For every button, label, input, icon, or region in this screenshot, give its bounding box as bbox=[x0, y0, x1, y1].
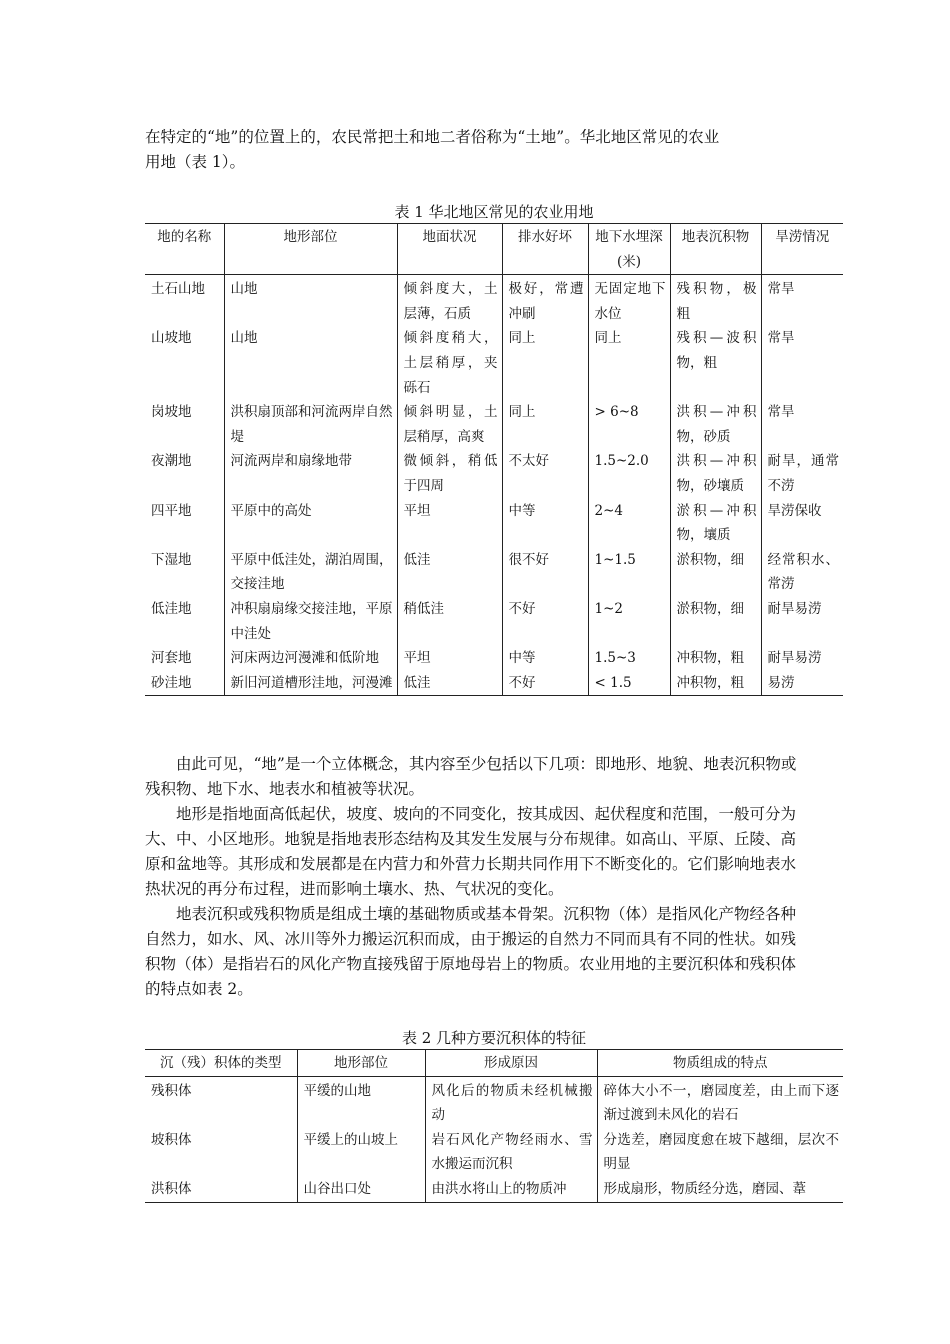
table-cell: 残积—波积物，粗 bbox=[670, 326, 761, 400]
table-row bbox=[145, 548, 843, 597]
table-cell: 旱涝保收 bbox=[761, 499, 843, 548]
table1-header-cell: 地下水埋深(米) bbox=[588, 224, 670, 275]
table1-caption: 表 1 华北地区常见的农业用地 bbox=[394, 203, 594, 221]
table-cell: 形成扇形，物质经分选，磨园、葦 bbox=[597, 1177, 843, 1202]
table-cell: 由洪水将山上的物质冲 bbox=[425, 1177, 597, 1202]
table-row bbox=[145, 449, 843, 498]
table2-header-cell: 物质组成的特点 bbox=[597, 1050, 843, 1077]
table2-header-cell: 沉（残）积体的类型 bbox=[145, 1050, 297, 1077]
table-cell: 冲积物，粗 bbox=[670, 646, 761, 671]
table-cell: 四平地 bbox=[151, 502, 192, 519]
table-cell: 易涝 bbox=[761, 671, 843, 696]
table-cell: 河套地 bbox=[151, 650, 192, 667]
table-row bbox=[145, 597, 843, 646]
table-cell: 很不好 bbox=[502, 548, 588, 597]
table-cell: 中等 bbox=[502, 499, 588, 548]
table-cell: 夜潮地 bbox=[151, 453, 192, 470]
table-cell: 洪积—冲积物，砂壤质 bbox=[670, 449, 761, 498]
table-cell: 不太好 bbox=[502, 449, 588, 498]
table-cell: 残积体 bbox=[151, 1082, 192, 1099]
table-cell: 无固定地下水位 bbox=[588, 275, 670, 327]
table1-header-cell: 旱涝情况 bbox=[761, 224, 843, 275]
table-cell: 1.5~2.0 bbox=[588, 449, 670, 498]
table-row bbox=[145, 1177, 843, 1202]
body-paragraph: 地表沉积或残积物质是组成土壤的基础物质或基本骨架。沉积物（体）是指风化产物经各种自然力，如水、风、冰川等外力搬运沉积而成，由于搬运的自然力不同而具有不同的性状。如残积物（体）是指岩石的风化产物直接残留于原地母岩上的物质。农业用地的主要沉积体和残积体的特点如表 2。 bbox=[145, 905, 797, 998]
body-paragraph: 地形是指地面高低起伏，坡度、坡向的不同变化，按其成因、起伏程度和范围，一般可分为大、中、小区地形。地貌是指地表形态结构及其发生发展与分布规律。如高山、平原、丘陵、高原和盆地等。其形成和发展都是在内营力和外营力长期共同作用下不断变化的。它们影响地表水热状况的再分布过程，进而影响土壤水、热、气状况的变化。 bbox=[145, 805, 797, 898]
table-cell: 1.5~3 bbox=[588, 646, 670, 671]
table-cell: 不好 bbox=[502, 597, 588, 646]
table-cell: 低洼 bbox=[397, 548, 502, 597]
table1-header-cell: 地面状况 bbox=[397, 224, 502, 275]
table1-header-cell: 地表沉积物 bbox=[670, 224, 761, 275]
table-cell: 冲积物，粗 bbox=[670, 671, 761, 696]
table-cell: 极好，常遭冲刷 bbox=[502, 275, 588, 327]
table2-caption: 表 2 几种方要沉积体的特征 bbox=[401, 1029, 587, 1047]
table-cell: 洪积扇顶部和河流两岸自然堤 bbox=[224, 400, 397, 449]
table-cell: 低洼地 bbox=[151, 600, 192, 617]
table2-header-cell: 地形部位 bbox=[297, 1050, 425, 1077]
table-cell: 耐旱，通常不涝 bbox=[761, 449, 843, 498]
table-cell: 砂洼地 bbox=[151, 674, 192, 691]
table-cell: 山地 bbox=[224, 275, 397, 327]
body-text bbox=[145, 752, 808, 1002]
table-cell: 岗坡地 bbox=[151, 404, 192, 421]
table-cell: 常旱 bbox=[761, 326, 843, 400]
table-cell: 同上 bbox=[502, 400, 588, 449]
table1-header-cell: 地形部位 bbox=[224, 224, 397, 275]
table-cell: 耐旱易涝 bbox=[761, 597, 843, 646]
table-cell: 中等 bbox=[502, 646, 588, 671]
table-cell: 同上 bbox=[588, 326, 670, 400]
table-cell: 经常积水、常涝 bbox=[761, 548, 843, 597]
table-cell: < 1.5 bbox=[588, 671, 670, 696]
intro-line: 用地（表 1）。 bbox=[145, 153, 246, 171]
table-cell: 新旧河道槽形洼地，河漫滩 bbox=[224, 671, 397, 696]
table2-header-row bbox=[145, 1050, 843, 1077]
intro-line: 在特定的“地”的位置上的，农民常把土和地二者俗称为“土地”。华北地区常见的农业 bbox=[145, 128, 720, 146]
table-cell: 淤积—冲积物，壤质 bbox=[670, 499, 761, 548]
table2-deposit-features bbox=[145, 1049, 843, 1203]
table-cell: 常旱 bbox=[761, 400, 843, 449]
table1-header-cell: 地的名称 bbox=[145, 224, 224, 275]
table-cell: 冲积扇扇缘交接洼地，平原中洼处 bbox=[224, 597, 397, 646]
table-row bbox=[145, 1128, 843, 1177]
table-cell: 洪积体 bbox=[151, 1180, 192, 1197]
table1-header-row bbox=[145, 224, 843, 275]
table-row bbox=[145, 499, 843, 548]
table-row bbox=[145, 646, 843, 671]
table-cell: 1~1.5 bbox=[588, 548, 670, 597]
table1-header-cell: 排水好坏 bbox=[502, 224, 588, 275]
table-cell: 风化后的物质未经机械搬动 bbox=[425, 1076, 597, 1128]
table-cell: 平坦 bbox=[397, 646, 502, 671]
table-cell: 低洼 bbox=[397, 671, 502, 696]
table-cell: 岩石风化产物经雨水、雪水搬运而沉积 bbox=[425, 1128, 597, 1177]
table1-agricultural-land bbox=[145, 223, 843, 696]
table-cell: 坡积体 bbox=[151, 1131, 192, 1148]
table-cell: 洪积—冲积物，砂质 bbox=[670, 400, 761, 449]
table-cell: 倾斜明显，土层稍厚，高爽 bbox=[397, 400, 502, 449]
table-row bbox=[145, 400, 843, 449]
table-cell: 平缓的山地 bbox=[297, 1076, 425, 1128]
table-cell: 下湿地 bbox=[151, 551, 192, 568]
table-cell: 山地 bbox=[224, 326, 397, 400]
table-cell: 2~4 bbox=[588, 499, 670, 548]
table-row bbox=[145, 326, 843, 400]
table-cell: 微倾斜，稍低于四周 bbox=[397, 449, 502, 498]
table-cell: 分选差，磨园度愈在坡下越细，层次不明显 bbox=[597, 1128, 843, 1177]
body-paragraph: 由此可见，“地”是一个立体概念，其内容至少包括以下几项：即地形、地貌、地表沉积物或残积物、地下水、地表水和植被等状况。 bbox=[145, 755, 797, 798]
table-cell: 碎体大小不一，磨园度差，由上而下逐渐过渡到未风化的岩石 bbox=[597, 1076, 843, 1128]
table-cell: 河床两边河漫滩和低阶地 bbox=[224, 646, 397, 671]
table-cell: 平坦 bbox=[397, 499, 502, 548]
table-cell: 耐旱易涝 bbox=[761, 646, 843, 671]
table-cell: 1~2 bbox=[588, 597, 670, 646]
table-cell: 淤积物，细 bbox=[670, 548, 761, 597]
intro-paragraph bbox=[145, 125, 808, 175]
table-row bbox=[145, 671, 843, 696]
table-cell: > 6~8 bbox=[588, 400, 670, 449]
table-cell: 平原中低洼处，湖泊周围，交接洼地 bbox=[224, 548, 397, 597]
table-cell: 稍低洼 bbox=[397, 597, 502, 646]
table-cell: 山谷出口处 bbox=[297, 1177, 425, 1202]
table-cell: 同上 bbox=[502, 326, 588, 400]
table-cell: 淤积物，细 bbox=[670, 597, 761, 646]
table-cell: 倾斜度稍大，土层稍厚，夹砾石 bbox=[397, 326, 502, 400]
table-cell: 土石山地 bbox=[151, 281, 205, 298]
table-row bbox=[145, 1076, 843, 1128]
table-row bbox=[145, 275, 843, 327]
table-cell: 山坡地 bbox=[151, 330, 192, 347]
table-cell: 河流两岸和扇缘地带 bbox=[224, 449, 397, 498]
table-cell: 不好 bbox=[502, 671, 588, 696]
table-cell: 平原中的高处 bbox=[224, 499, 397, 548]
table-cell: 倾斜度大，土层薄，石质 bbox=[397, 275, 502, 327]
table-cell: 残积物，极粗 bbox=[670, 275, 761, 327]
table2-header-cell: 形成原因 bbox=[425, 1050, 597, 1077]
table-cell: 常旱 bbox=[761, 275, 843, 327]
table-cell: 平缓上的山坡上 bbox=[297, 1128, 425, 1177]
